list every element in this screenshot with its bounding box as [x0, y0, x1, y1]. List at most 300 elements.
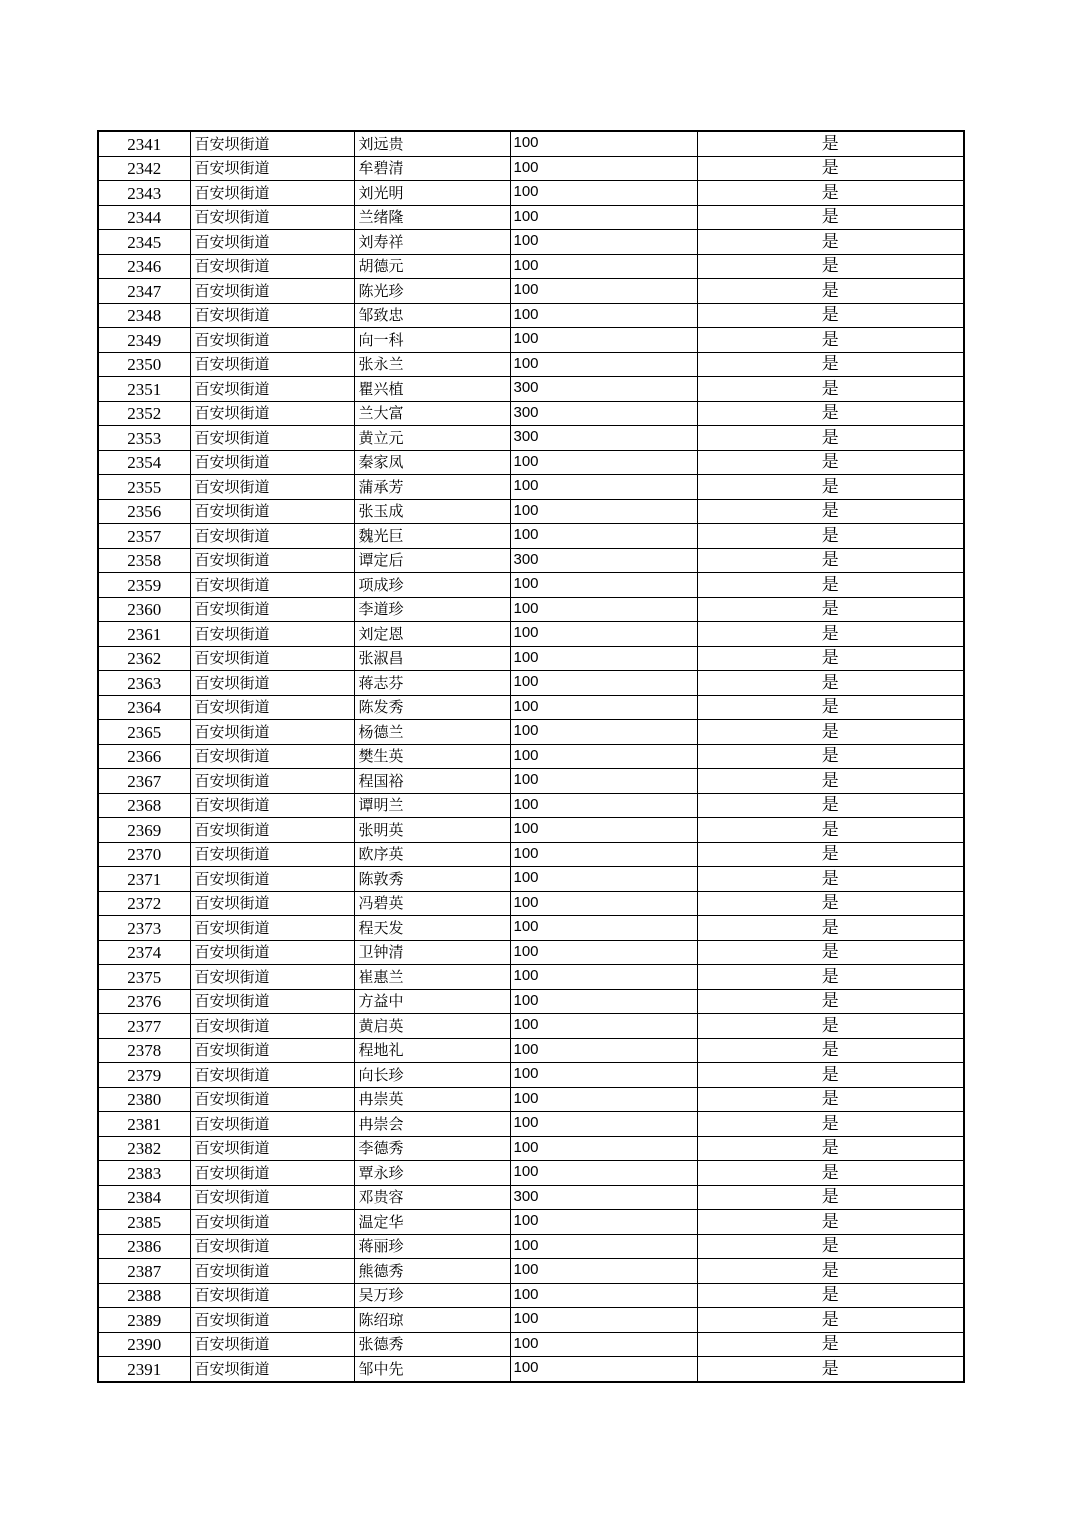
amount-cell: 300 [510, 1185, 697, 1210]
amount-cell: 100 [510, 352, 697, 377]
person-name-cell: 陈发秀 [354, 695, 510, 720]
amount-cell: 100 [510, 524, 697, 549]
person-name-cell: 程地礼 [354, 1038, 510, 1063]
person-name-cell: 牟碧清 [354, 156, 510, 181]
person-name-cell: 樊生英 [354, 744, 510, 769]
amount-cell: 100 [510, 205, 697, 230]
row-number-cell: 2373 [98, 916, 190, 941]
row-number-cell: 2385 [98, 1210, 190, 1235]
amount-cell: 100 [510, 1210, 697, 1235]
amount-cell: 100 [510, 230, 697, 255]
table-row [98, 181, 964, 206]
flag-cell: 是 [697, 1332, 964, 1357]
street-cell: 百安坝街道 [190, 205, 354, 230]
street-cell: 百安坝街道 [190, 1210, 354, 1235]
street-cell: 百安坝街道 [190, 695, 354, 720]
person-name-cell: 魏光巨 [354, 524, 510, 549]
street-cell: 百安坝街道 [190, 1283, 354, 1308]
amount-cell: 100 [510, 597, 697, 622]
flag-cell: 是 [697, 156, 964, 181]
amount-cell: 100 [510, 303, 697, 328]
row-number-cell: 2383 [98, 1161, 190, 1186]
street-cell: 百安坝街道 [190, 671, 354, 696]
street-cell: 百安坝街道 [190, 867, 354, 892]
amount-cell: 100 [510, 695, 697, 720]
amount-cell: 300 [510, 377, 697, 402]
flag-cell: 是 [697, 230, 964, 255]
amount-cell: 100 [510, 793, 697, 818]
person-name-cell: 项成珍 [354, 573, 510, 598]
person-name-cell: 张永兰 [354, 352, 510, 377]
row-number-cell: 2359 [98, 573, 190, 598]
table-row [98, 328, 964, 353]
flag-cell: 是 [697, 1357, 964, 1382]
table-row [98, 1087, 964, 1112]
person-name-cell: 李德秀 [354, 1136, 510, 1161]
person-name-cell: 程天发 [354, 916, 510, 941]
street-cell: 百安坝街道 [190, 499, 354, 524]
amount-cell: 100 [510, 1234, 697, 1259]
amount-cell: 100 [510, 720, 697, 745]
table-row [98, 1185, 964, 1210]
amount-cell: 100 [510, 769, 697, 794]
street-cell: 百安坝街道 [190, 916, 354, 941]
row-number-cell: 2378 [98, 1038, 190, 1063]
amount-cell: 300 [510, 426, 697, 451]
person-name-cell: 瞿兴植 [354, 377, 510, 402]
row-number-cell: 2349 [98, 328, 190, 353]
street-cell: 百安坝街道 [190, 156, 354, 181]
amount-cell: 100 [510, 279, 697, 304]
street-cell: 百安坝街道 [190, 646, 354, 671]
flag-cell: 是 [697, 965, 964, 990]
person-name-cell: 刘远贵 [354, 131, 510, 156]
flag-cell: 是 [697, 793, 964, 818]
row-number-cell: 2364 [98, 695, 190, 720]
amount-cell: 100 [510, 989, 697, 1014]
flag-cell: 是 [697, 867, 964, 892]
table-row [98, 352, 964, 377]
flag-cell: 是 [697, 328, 964, 353]
person-name-cell: 蒋丽珍 [354, 1234, 510, 1259]
flag-cell: 是 [697, 254, 964, 279]
table-row [98, 671, 964, 696]
row-number-cell: 2369 [98, 818, 190, 843]
person-name-cell: 刘寿祥 [354, 230, 510, 255]
table-row [98, 426, 964, 451]
row-number-cell: 2391 [98, 1357, 190, 1382]
street-cell: 百安坝街道 [190, 1259, 354, 1284]
person-name-cell: 陈绍琼 [354, 1308, 510, 1333]
flag-cell: 是 [697, 1038, 964, 1063]
street-cell: 百安坝街道 [190, 891, 354, 916]
amount-cell: 100 [510, 499, 697, 524]
person-name-cell: 黄立元 [354, 426, 510, 451]
row-number-cell: 2371 [98, 867, 190, 892]
person-name-cell: 邹中先 [354, 1357, 510, 1382]
street-cell: 百安坝街道 [190, 328, 354, 353]
table-row [98, 1161, 964, 1186]
person-name-cell: 冉崇会 [354, 1112, 510, 1137]
row-number-cell: 2343 [98, 181, 190, 206]
flag-cell: 是 [697, 573, 964, 598]
person-name-cell: 谭定后 [354, 548, 510, 573]
row-number-cell: 2361 [98, 622, 190, 647]
amount-cell: 100 [510, 1161, 697, 1186]
street-cell: 百安坝街道 [190, 352, 354, 377]
row-number-cell: 2377 [98, 1014, 190, 1039]
row-number-cell: 2346 [98, 254, 190, 279]
table-row [98, 377, 964, 402]
amount-cell: 100 [510, 622, 697, 647]
person-name-cell: 黄启英 [354, 1014, 510, 1039]
amount-cell: 100 [510, 131, 697, 156]
street-cell: 百安坝街道 [190, 401, 354, 426]
row-number-cell: 2353 [98, 426, 190, 451]
person-name-cell: 冯碧英 [354, 891, 510, 916]
table-row [98, 695, 964, 720]
table-row [98, 1210, 964, 1235]
flag-cell: 是 [697, 597, 964, 622]
flag-cell: 是 [697, 1259, 964, 1284]
amount-cell: 100 [510, 1136, 697, 1161]
person-name-cell: 秦家凤 [354, 450, 510, 475]
flag-cell: 是 [697, 279, 964, 304]
person-name-cell: 邓贵容 [354, 1185, 510, 1210]
person-name-cell: 程国裕 [354, 769, 510, 794]
person-name-cell: 张明英 [354, 818, 510, 843]
person-name-cell: 方益中 [354, 989, 510, 1014]
flag-cell: 是 [697, 1063, 964, 1088]
flag-cell: 是 [697, 1161, 964, 1186]
person-name-cell: 卫钟清 [354, 940, 510, 965]
flag-cell: 是 [697, 818, 964, 843]
flag-cell: 是 [697, 1234, 964, 1259]
table-row [98, 1259, 964, 1284]
amount-cell: 100 [510, 573, 697, 598]
person-name-cell: 吴万珍 [354, 1283, 510, 1308]
amount-cell: 100 [510, 744, 697, 769]
person-name-cell: 熊德秀 [354, 1259, 510, 1284]
row-number-cell: 2360 [98, 597, 190, 622]
flag-cell: 是 [697, 1112, 964, 1137]
amount-cell: 100 [510, 1259, 697, 1284]
row-number-cell: 2368 [98, 793, 190, 818]
person-name-cell: 蒋志芬 [354, 671, 510, 696]
row-number-cell: 2352 [98, 401, 190, 426]
row-number-cell: 2372 [98, 891, 190, 916]
street-cell: 百安坝街道 [190, 989, 354, 1014]
row-number-cell: 2379 [98, 1063, 190, 1088]
amount-cell: 100 [510, 1038, 697, 1063]
flag-cell: 是 [697, 671, 964, 696]
amount-cell: 100 [510, 328, 697, 353]
person-name-cell: 蒲承芳 [354, 475, 510, 500]
row-number-cell: 2389 [98, 1308, 190, 1333]
amount-cell: 100 [510, 965, 697, 990]
table-row [98, 646, 964, 671]
table-row [98, 1038, 964, 1063]
table-row [98, 940, 964, 965]
row-number-cell: 2363 [98, 671, 190, 696]
person-name-cell: 陈光珍 [354, 279, 510, 304]
street-cell: 百安坝街道 [190, 573, 354, 598]
table-row [98, 842, 964, 867]
flag-cell: 是 [697, 1136, 964, 1161]
flag-cell: 是 [697, 842, 964, 867]
street-cell: 百安坝街道 [190, 230, 354, 255]
person-name-cell: 陈敦秀 [354, 867, 510, 892]
table-row [98, 867, 964, 892]
person-name-cell: 向长珍 [354, 1063, 510, 1088]
person-name-cell: 胡德元 [354, 254, 510, 279]
person-name-cell: 崔惠兰 [354, 965, 510, 990]
row-number-cell: 2347 [98, 279, 190, 304]
table-row [98, 1283, 964, 1308]
table-row [98, 1112, 964, 1137]
person-name-cell: 李道珍 [354, 597, 510, 622]
flag-cell: 是 [697, 622, 964, 647]
table-row [98, 622, 964, 647]
row-number-cell: 2354 [98, 450, 190, 475]
row-number-cell: 2380 [98, 1087, 190, 1112]
amount-cell: 100 [510, 1087, 697, 1112]
street-cell: 百安坝街道 [190, 426, 354, 451]
flag-cell: 是 [697, 1087, 964, 1112]
street-cell: 百安坝街道 [190, 965, 354, 990]
street-cell: 百安坝街道 [190, 597, 354, 622]
flag-cell: 是 [697, 303, 964, 328]
flag-cell: 是 [697, 1283, 964, 1308]
table-row [98, 769, 964, 794]
person-name-cell: 张德秀 [354, 1332, 510, 1357]
amount-cell: 100 [510, 891, 697, 916]
flag-cell: 是 [697, 1308, 964, 1333]
table-row [98, 254, 964, 279]
street-cell: 百安坝街道 [190, 254, 354, 279]
row-number-cell: 2382 [98, 1136, 190, 1161]
flag-cell: 是 [697, 1210, 964, 1235]
flag-cell: 是 [697, 131, 964, 156]
row-number-cell: 2388 [98, 1283, 190, 1308]
person-name-cell: 张淑昌 [354, 646, 510, 671]
flag-cell: 是 [697, 426, 964, 451]
person-name-cell: 谭明兰 [354, 793, 510, 818]
flag-cell: 是 [697, 891, 964, 916]
person-name-cell: 杨德兰 [354, 720, 510, 745]
flag-cell: 是 [697, 744, 964, 769]
table-row [98, 450, 964, 475]
street-cell: 百安坝街道 [190, 744, 354, 769]
person-name-cell: 温定华 [354, 1210, 510, 1235]
person-name-cell: 张玉成 [354, 499, 510, 524]
person-name-cell: 刘光明 [354, 181, 510, 206]
amount-cell: 100 [510, 450, 697, 475]
row-number-cell: 2348 [98, 303, 190, 328]
street-cell: 百安坝街道 [190, 769, 354, 794]
row-number-cell: 2390 [98, 1332, 190, 1357]
street-cell: 百安坝街道 [190, 1161, 354, 1186]
amount-cell: 100 [510, 671, 697, 696]
table-row [98, 989, 964, 1014]
street-cell: 百安坝街道 [190, 720, 354, 745]
street-cell: 百安坝街道 [190, 1308, 354, 1333]
table-row [98, 744, 964, 769]
flag-cell: 是 [697, 205, 964, 230]
table-row [98, 475, 964, 500]
amount-cell: 300 [510, 401, 697, 426]
table-row [98, 916, 964, 941]
street-cell: 百安坝街道 [190, 1038, 354, 1063]
street-cell: 百安坝街道 [190, 450, 354, 475]
person-name-cell: 兰绪隆 [354, 205, 510, 230]
flag-cell: 是 [697, 1014, 964, 1039]
amount-cell: 100 [510, 1357, 697, 1382]
row-number-cell: 2356 [98, 499, 190, 524]
table-row [98, 818, 964, 843]
table-row [98, 1234, 964, 1259]
row-number-cell: 2370 [98, 842, 190, 867]
table-row [98, 1357, 964, 1382]
street-cell: 百安坝街道 [190, 940, 354, 965]
row-number-cell: 2376 [98, 989, 190, 1014]
amount-cell: 300 [510, 548, 697, 573]
row-number-cell: 2386 [98, 1234, 190, 1259]
table-row [98, 279, 964, 304]
table-row [98, 965, 964, 990]
flag-cell: 是 [697, 401, 964, 426]
flag-cell: 是 [697, 695, 964, 720]
row-number-cell: 2374 [98, 940, 190, 965]
flag-cell: 是 [697, 352, 964, 377]
street-cell: 百安坝街道 [190, 842, 354, 867]
street-cell: 百安坝街道 [190, 303, 354, 328]
table-row [98, 1014, 964, 1039]
row-number-cell: 2345 [98, 230, 190, 255]
street-cell: 百安坝街道 [190, 1112, 354, 1137]
amount-cell: 100 [510, 867, 697, 892]
flag-cell: 是 [697, 916, 964, 941]
flag-cell: 是 [697, 989, 964, 1014]
table-row [98, 205, 964, 230]
table-row [98, 1308, 964, 1333]
flag-cell: 是 [697, 548, 964, 573]
street-cell: 百安坝街道 [190, 524, 354, 549]
table-row [98, 524, 964, 549]
row-number-cell: 2358 [98, 548, 190, 573]
amount-cell: 100 [510, 1332, 697, 1357]
amount-cell: 100 [510, 254, 697, 279]
amount-cell: 100 [510, 1063, 697, 1088]
table-row [98, 131, 964, 156]
amount-cell: 100 [510, 181, 697, 206]
row-number-cell: 2387 [98, 1259, 190, 1284]
street-cell: 百安坝街道 [190, 548, 354, 573]
row-number-cell: 2384 [98, 1185, 190, 1210]
flag-cell: 是 [697, 475, 964, 500]
street-cell: 百安坝街道 [190, 1357, 354, 1382]
table-row [98, 573, 964, 598]
table-row [98, 499, 964, 524]
row-number-cell: 2375 [98, 965, 190, 990]
amount-cell: 100 [510, 940, 697, 965]
amount-cell: 100 [510, 1283, 697, 1308]
person-name-cell: 邹致忠 [354, 303, 510, 328]
street-cell: 百安坝街道 [190, 181, 354, 206]
street-cell: 百安坝街道 [190, 793, 354, 818]
amount-cell: 100 [510, 646, 697, 671]
amount-cell: 100 [510, 842, 697, 867]
row-number-cell: 2357 [98, 524, 190, 549]
street-cell: 百安坝街道 [190, 279, 354, 304]
table-row [98, 156, 964, 181]
flag-cell: 是 [697, 646, 964, 671]
table-row [98, 597, 964, 622]
street-cell: 百安坝街道 [190, 818, 354, 843]
flag-cell: 是 [697, 377, 964, 402]
table-row [98, 720, 964, 745]
row-number-cell: 2367 [98, 769, 190, 794]
street-cell: 百安坝街道 [190, 1234, 354, 1259]
row-number-cell: 2350 [98, 352, 190, 377]
person-name-cell: 欧序英 [354, 842, 510, 867]
amount-cell: 100 [510, 1014, 697, 1039]
street-cell: 百安坝街道 [190, 622, 354, 647]
street-cell: 百安坝街道 [190, 1014, 354, 1039]
flag-cell: 是 [697, 1185, 964, 1210]
table-row [98, 548, 964, 573]
row-number-cell: 2344 [98, 205, 190, 230]
person-name-cell: 向一科 [354, 328, 510, 353]
table-row [98, 230, 964, 255]
person-name-cell: 覃永珍 [354, 1161, 510, 1186]
flag-cell: 是 [697, 450, 964, 475]
flag-cell: 是 [697, 499, 964, 524]
person-name-cell: 刘定恩 [354, 622, 510, 647]
street-cell: 百安坝街道 [190, 1185, 354, 1210]
row-number-cell: 2362 [98, 646, 190, 671]
person-name-cell: 兰大富 [354, 401, 510, 426]
street-cell: 百安坝街道 [190, 1332, 354, 1357]
amount-cell: 100 [510, 916, 697, 941]
row-number-cell: 2366 [98, 744, 190, 769]
flag-cell: 是 [697, 524, 964, 549]
amount-cell: 100 [510, 475, 697, 500]
table-row [98, 891, 964, 916]
row-number-cell: 2342 [98, 156, 190, 181]
table-row [98, 303, 964, 328]
data-table [97, 130, 965, 1383]
street-cell: 百安坝街道 [190, 475, 354, 500]
amount-cell: 100 [510, 1308, 697, 1333]
person-name-cell: 冉崇英 [354, 1087, 510, 1112]
table-row [98, 1063, 964, 1088]
amount-cell: 100 [510, 818, 697, 843]
street-cell: 百安坝街道 [190, 1136, 354, 1161]
flag-cell: 是 [697, 181, 964, 206]
street-cell: 百安坝街道 [190, 1087, 354, 1112]
street-cell: 百安坝街道 [190, 377, 354, 402]
document-sheet [97, 130, 963, 1383]
table-row [98, 793, 964, 818]
row-number-cell: 2381 [98, 1112, 190, 1137]
table-body [98, 131, 964, 1382]
row-number-cell: 2351 [98, 377, 190, 402]
street-cell: 百安坝街道 [190, 1063, 354, 1088]
street-cell: 百安坝街道 [190, 131, 354, 156]
table-row [98, 1136, 964, 1161]
amount-cell: 100 [510, 1112, 697, 1137]
